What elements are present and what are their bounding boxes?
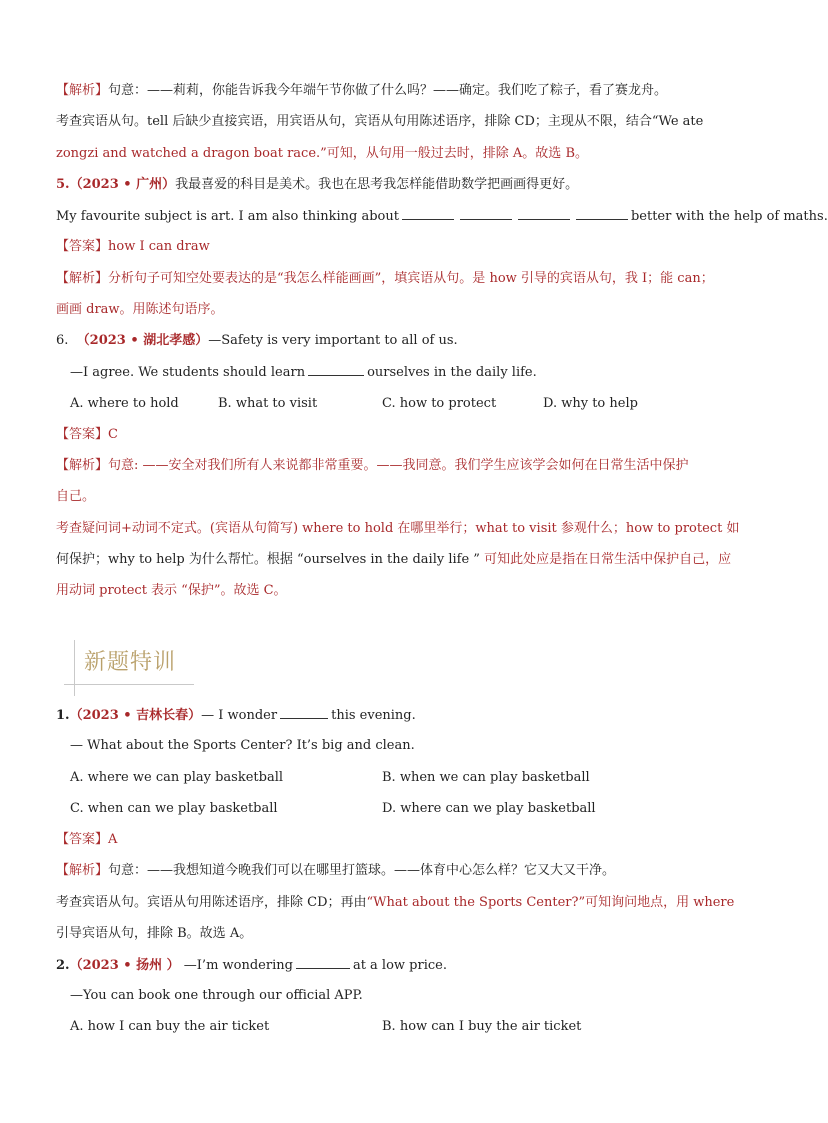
n1-option-c: C. when can we play basketball	[70, 801, 278, 816]
question-source: （2023 • 扬州 ）	[69, 958, 180, 973]
question-source: （2023 • 广州）	[69, 177, 176, 192]
analysis-tag: 【解析】	[56, 271, 109, 286]
q6-line2: —I agree. We students should learn ourselves in the daily life.	[70, 365, 537, 380]
n2-option-b: B. how can I buy the air ticket	[382, 1019, 582, 1034]
n1-analysis-line: 【解析】句意：——我想知道今晚我们可以在哪里打篮球。——体育中心怎么样？它又大又干净。	[56, 863, 616, 878]
q6-analysis-line: 自己。	[56, 489, 96, 504]
q5-stem-cn: 5.（2023 • 广州）我最喜爱的科目是美术。我也在思考我怎样能借助数学把画画得更好。	[56, 177, 579, 192]
n1-analysis-line: 考查宾语从句。宾语从句用陈述语序，排除 CD；再由“What about the Sports Center?”可知询问地点，用 where	[56, 895, 735, 910]
q6-analysis-line: 何保护；why to help 为什么帮忙。根据 “ourselves in the daily life ” 可知此处应是指在日常生活中保护自己，应	[56, 552, 732, 567]
answer-blank	[296, 956, 350, 969]
q5-analysis-line: 画画 draw。用陈述句语序。	[56, 302, 224, 317]
answer-blank	[402, 207, 454, 220]
section-header-decoration	[74, 640, 75, 696]
n1-option-b: B. when we can play basketball	[382, 770, 590, 785]
q4-analysis-line: zongzi and watched a dragon boat race.”可知，从句用一般过去时，排除 A。故选 B。	[56, 146, 588, 161]
q6-analysis-line: 【解析】句意: ——安全对我们所有人来说都非常重要。——我同意。我们学生应该学会如何在日常生活中保护	[56, 458, 689, 473]
answer-tag: 【答案】	[56, 832, 109, 847]
section-title: 新题特训	[84, 650, 177, 675]
analysis-tag: 【解析】	[56, 83, 109, 98]
q6-line1: 6. （2023 • 湖北孝感）—Safety is very important to all of us.	[56, 333, 458, 348]
answer-tag: 【答案】	[56, 427, 109, 442]
answer-tag: 【答案】	[56, 239, 109, 254]
question-number: 5.	[56, 177, 70, 192]
q6-option-d: D. why to help	[543, 396, 638, 411]
answer-blank	[576, 207, 628, 220]
question-number: 1.	[56, 708, 70, 723]
section-header	[64, 640, 204, 696]
n1-answer: 【答案】A	[56, 832, 118, 847]
q6-answer: 【答案】C	[56, 427, 118, 442]
analysis-tag: 【解析】	[56, 458, 109, 473]
question-source: （2023 • 吉林长春）	[69, 708, 202, 723]
n1-analysis-line: 引导宾语从句，排除 B。故选 A。	[56, 926, 253, 941]
q4-analysis-line: 考查宾语从句。tell 后缺少直接宾语，用宾语从句，宾语从句用陈述语序，排除 CD；主现从不限，结合“We ate	[56, 114, 704, 129]
q5-analysis-line: 【解析】分析句子可知空处要表达的是“我怎么样能画画”，填宾语从句。是 how 引导的宾语从句，我 I；能 can；	[56, 271, 714, 286]
q5-stem-en: My favourite subject is art. I am also thinking about better with the help of maths.	[56, 209, 828, 224]
n2-option-a: A. how I can buy the air ticket	[70, 1019, 270, 1034]
n1-option-a: A. where we can play basketball	[70, 770, 284, 785]
n1-option-d: D. where can we play basketball	[382, 801, 596, 816]
q6-option-a: A. where to hold	[70, 396, 179, 411]
q6-option-c: C. how to protect	[382, 396, 497, 411]
n1-line1: 1.（2023 • 吉林长春）— I wonder this evening.	[56, 708, 416, 723]
answer-blank	[518, 207, 570, 220]
answer-blank	[280, 706, 328, 719]
question-number: 6.	[56, 333, 69, 348]
answer-blank	[460, 207, 512, 220]
analysis-tag: 【解析】	[56, 863, 109, 878]
question-number: 2.	[56, 958, 70, 973]
n1-line2: — What about the Sports Center? It’s big and clean.	[70, 738, 415, 753]
q6-analysis-line: 考查疑问词+动词不定式。(宾语从句简写) where to hold 在哪里举行；what to visit 参观什么；how to protect 如	[56, 521, 740, 536]
q4-analysis-line: 【解析】句意：——莉莉，你能告诉我今年端午节你做了什么吗？——确定。我们吃了粽子，看了赛龙舟。	[56, 83, 668, 98]
q5-answer: 【答案】how I can draw	[56, 239, 210, 254]
answer-blank	[308, 363, 364, 376]
q6-analysis-line: 用动词 protect 表示 “保护”。故选 C。	[56, 583, 287, 598]
n2-line2: —You can book one through our official APP.	[70, 988, 363, 1003]
q6-option-b: B. what to visit	[218, 396, 318, 411]
section-header-decoration	[64, 684, 194, 685]
n2-line1: 2.（2023 • 扬州 ） —I’m wondering at a low price.	[56, 958, 447, 973]
question-source: （2023 • 湖北孝感）	[76, 333, 209, 348]
